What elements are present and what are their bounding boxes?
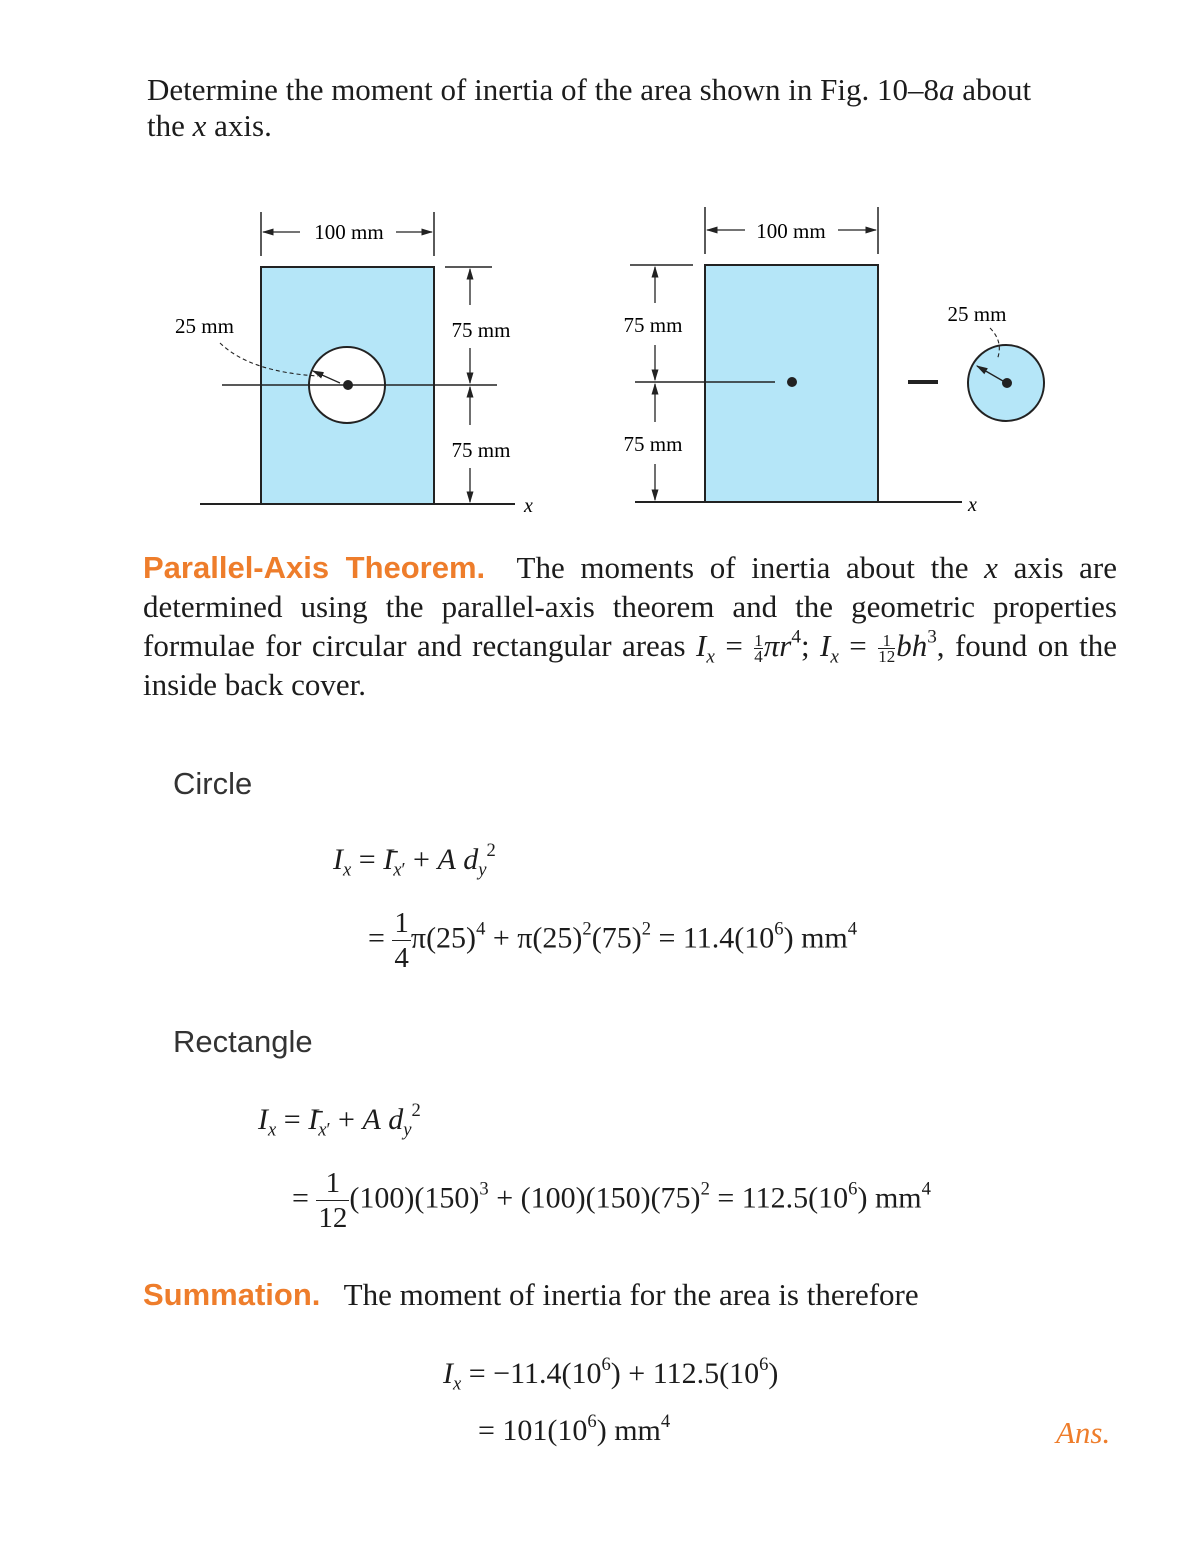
rectangle-heading: Rectangle <box>173 1024 313 1059</box>
summation-paragraph: Summation. The moment of inertia for the area is therefore <box>143 1277 919 1312</box>
figure-10-8a <box>0 195 1200 525</box>
left-x-axis-label: x <box>524 495 533 517</box>
circle-heading: Circle <box>173 766 253 801</box>
rectangle-eq-line1: $I_x = I_{x'} + A$ $d_y^2$ <box>258 1099 421 1141</box>
problem-statement: Determine the moment of inertia of the area shown in Fig. 10–8a about the x axis. <box>147 72 1032 143</box>
summation-heading: Summation. <box>143 1277 321 1312</box>
right-centroid-dot <box>787 377 797 387</box>
summation-eq-line2: = $101(10^6)$ $mm^4$ <box>478 1410 671 1447</box>
circle-fraction: $\frac{1}{4}$ <box>394 907 409 974</box>
right-radius-label: 25 mm <box>947 302 1007 326</box>
left-upper-dim-label: 75 mm <box>451 318 511 342</box>
circle-eq-line1: $I_x = I_{x'} + A$ $d_y^2$ <box>333 839 496 881</box>
summation-eq-line1: $I_x = -11.4(10^6) + 112.5(10^6)$ <box>443 1353 779 1395</box>
inline-fraction-twelfth: $\frac{1}{12}$ <box>878 631 896 667</box>
answer-label: Ans. <box>1056 1415 1111 1450</box>
left-centroid-dot <box>343 380 353 390</box>
circle-eq-line2: = $\frac{1}{4}$ $\pi(25)^4 + \pi(25)^2(75)^2 = 11.4(10^6)$ $mm^4$ <box>368 907 858 974</box>
parallel-axis-paragraph: Parallel-Axis Theorem. The moments of inertia about the x axis are determined using the parallel-axis theorem and the geometric properties formulae for circular and rectangular areas $I_x$ = $\frac{1}{4}$ $\pi r^4$; $I_x$ = $\frac{1}{12}$ $bh^3$, found on the inside back cover. <box>143 550 1118 702</box>
right-upper-dim-label: 75 mm <box>623 313 683 337</box>
parallel-axis-heading: Parallel-Axis Theorem. <box>143 550 486 585</box>
inline-fraction-quarter: $\frac{1}{4}$ <box>754 631 763 667</box>
left-width-label: 100 mm <box>314 220 384 244</box>
left-radius-label: 25 mm <box>175 314 234 338</box>
rectangle-eq-line2: = $\frac{1}{12}$ $(100)(150)^3 + (100)(150)(75)^2 = 112.5(10^6)$ $mm^4$ <box>292 1167 931 1234</box>
right-x-axis-label: x <box>968 494 977 516</box>
right-lower-dim-label: 75 mm <box>623 432 683 456</box>
left-lower-dim-label: 75 mm <box>451 438 511 462</box>
right-circle-center-dot <box>1002 378 1012 388</box>
rectangle-fraction: $\frac{1}{12}$ <box>318 1167 348 1234</box>
right-width-label: 100 mm <box>756 219 826 243</box>
